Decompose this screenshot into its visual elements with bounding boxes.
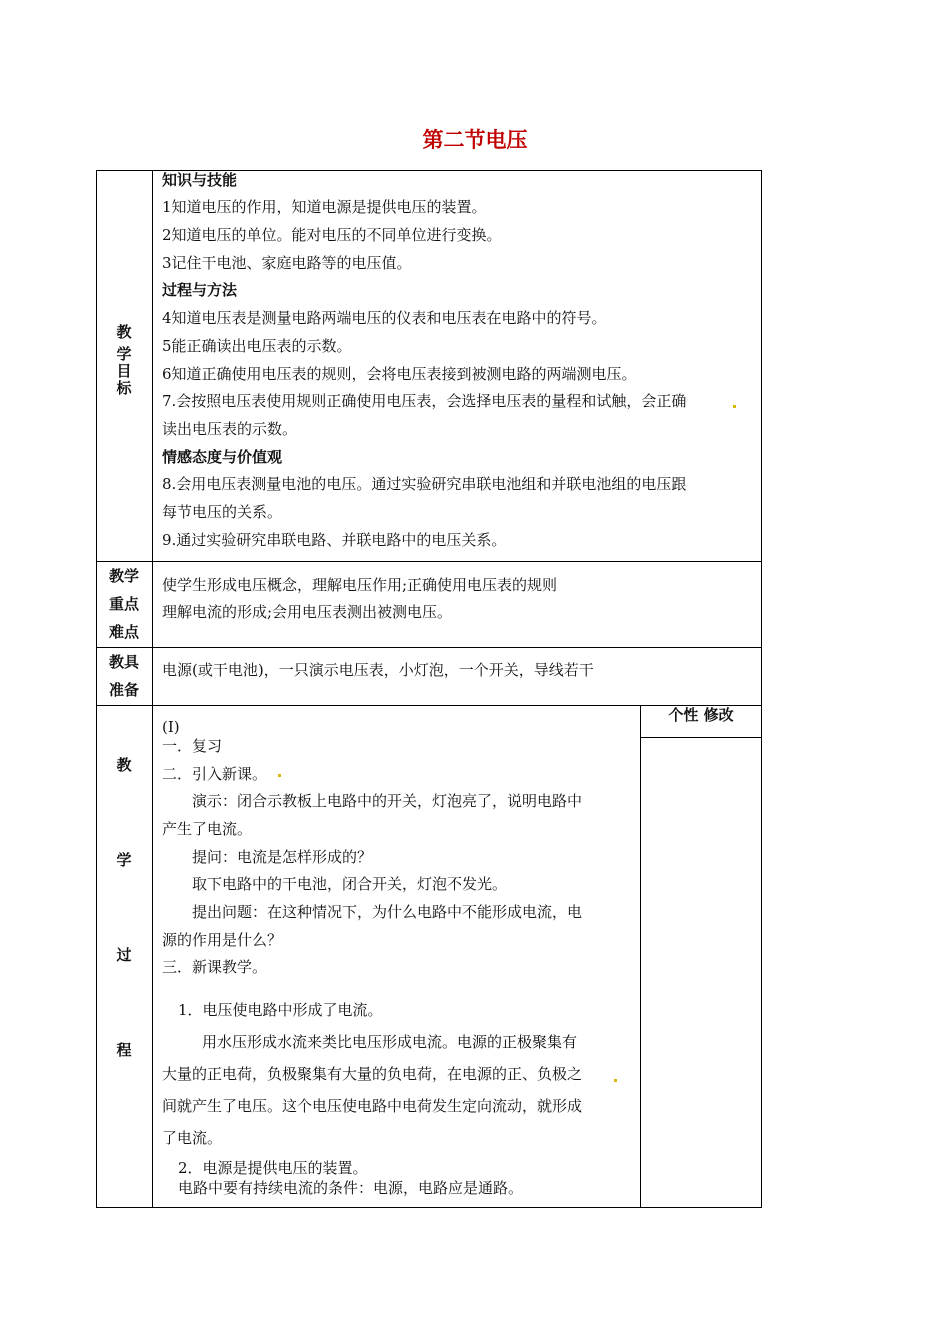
process-line: (I): [162, 718, 180, 736]
process-line: 产生了电流。: [162, 820, 253, 838]
keypoints-line: 理解电流的形成;会用电压表测出被测电压。: [162, 603, 453, 621]
row-divider-1: [96, 561, 762, 562]
goal-label: 教 学 目 标: [116, 323, 132, 397]
goal-line: 3记住干电池、家庭电路等的电压值。: [162, 254, 412, 272]
personal-column-divider: [640, 705, 641, 1208]
process-line: 三．新课教学。: [162, 958, 268, 976]
goal-line: 5能正确读出电压表的示数。: [162, 337, 352, 355]
process-line: 了电流。: [162, 1129, 223, 1147]
lesson-table: [96, 170, 762, 1208]
process-line: 间就产生了电压。这个电压使电路中电荷发生定向流动，就形成: [162, 1097, 583, 1115]
process-line: 源的作用是什么？: [162, 931, 283, 949]
keypoints-line: 使学生形成电压概念，理解电压作用;正确使用电压表的规则: [162, 576, 558, 594]
goal-heading-knowledge: 知识与技能: [162, 171, 238, 189]
process-line: 提问：电流是怎样形成的？: [192, 848, 373, 866]
table-border-bottom: [96, 1207, 762, 1208]
page-title: 第二节电压: [422, 128, 528, 152]
process-line: 用水压形成水流来类比电压形成电流。电源的正极聚集有: [202, 1033, 578, 1051]
process-line: 1．电压使电路中形成了电流。: [178, 1001, 383, 1019]
process-line: 提出问题：在这种情况下，为什么电路中不能形成电流，电: [192, 903, 583, 921]
goal-line: 读出电压表的示数。: [162, 420, 298, 438]
label-column-divider: [152, 170, 153, 1208]
goal-line: 8.会用电压表测量电池的电压。通过实验研究串联电池组和并联电池组的电压跟: [162, 475, 687, 493]
table-border-right: [761, 170, 762, 1208]
row-divider-2: [96, 647, 762, 648]
goal-heading-process: 过程与方法: [162, 281, 238, 299]
process-line: 大量的正电荷，负极聚集有大量的负电荷，在电源的正、负极之: [162, 1065, 583, 1083]
personal-header-divider: [640, 737, 762, 738]
process-line: 电路中要有持续电流的条件：电源，电路应是通路。: [178, 1179, 524, 1197]
goal-heading-attitude: 情感态度与价值观: [162, 448, 283, 466]
keypoints-label: 教学 重点 难点: [108, 567, 139, 641]
goal-line: 4知道电压表是测量电路两端电压的仪表和电压表在电路中的符号。: [162, 309, 607, 327]
process-line: 二．引入新课。: [162, 765, 268, 783]
highlight-mark: [733, 405, 736, 408]
process-line: 演示：闭合示教板上电路中的开关，灯泡亮了，说明电路中: [192, 792, 583, 810]
process-line: 一．复习: [162, 737, 223, 755]
equipment-text: 电源(或干电池)，一只演示电压表，小灯泡，一个开关，导线若干: [162, 661, 594, 679]
equipment-label: 教具 准备: [108, 653, 139, 699]
goal-line: 7.会按照电压表使用规则正确使用电压表，会选择电压表的量程和试触，会正确: [162, 392, 687, 410]
goal-line: 2知道电压的单位。能对电压的不同单位进行变换。: [162, 226, 502, 244]
process-line: 2．电源是提供电压的装置。: [178, 1159, 368, 1177]
goal-line: 6知道正确使用电压表的规则，会将电压表接到被测电路的两端测电压。: [162, 365, 637, 383]
process-label: 教 学 过 程: [116, 756, 132, 1059]
goal-line: 1知道电压的作用，知道电源是提供电压的装置。: [162, 198, 487, 216]
personal-revision-header: 个性 修改: [668, 706, 734, 724]
highlight-mark: [614, 1079, 617, 1082]
goal-line: 每节电压的关系。: [162, 503, 283, 521]
highlight-mark: [278, 774, 281, 777]
goal-line: 9.通过实验研究串联电路、并联电路中的电压关系。: [162, 531, 507, 549]
process-line: 取下电路中的干电池，闭合开关，灯泡不发光。: [192, 875, 508, 893]
